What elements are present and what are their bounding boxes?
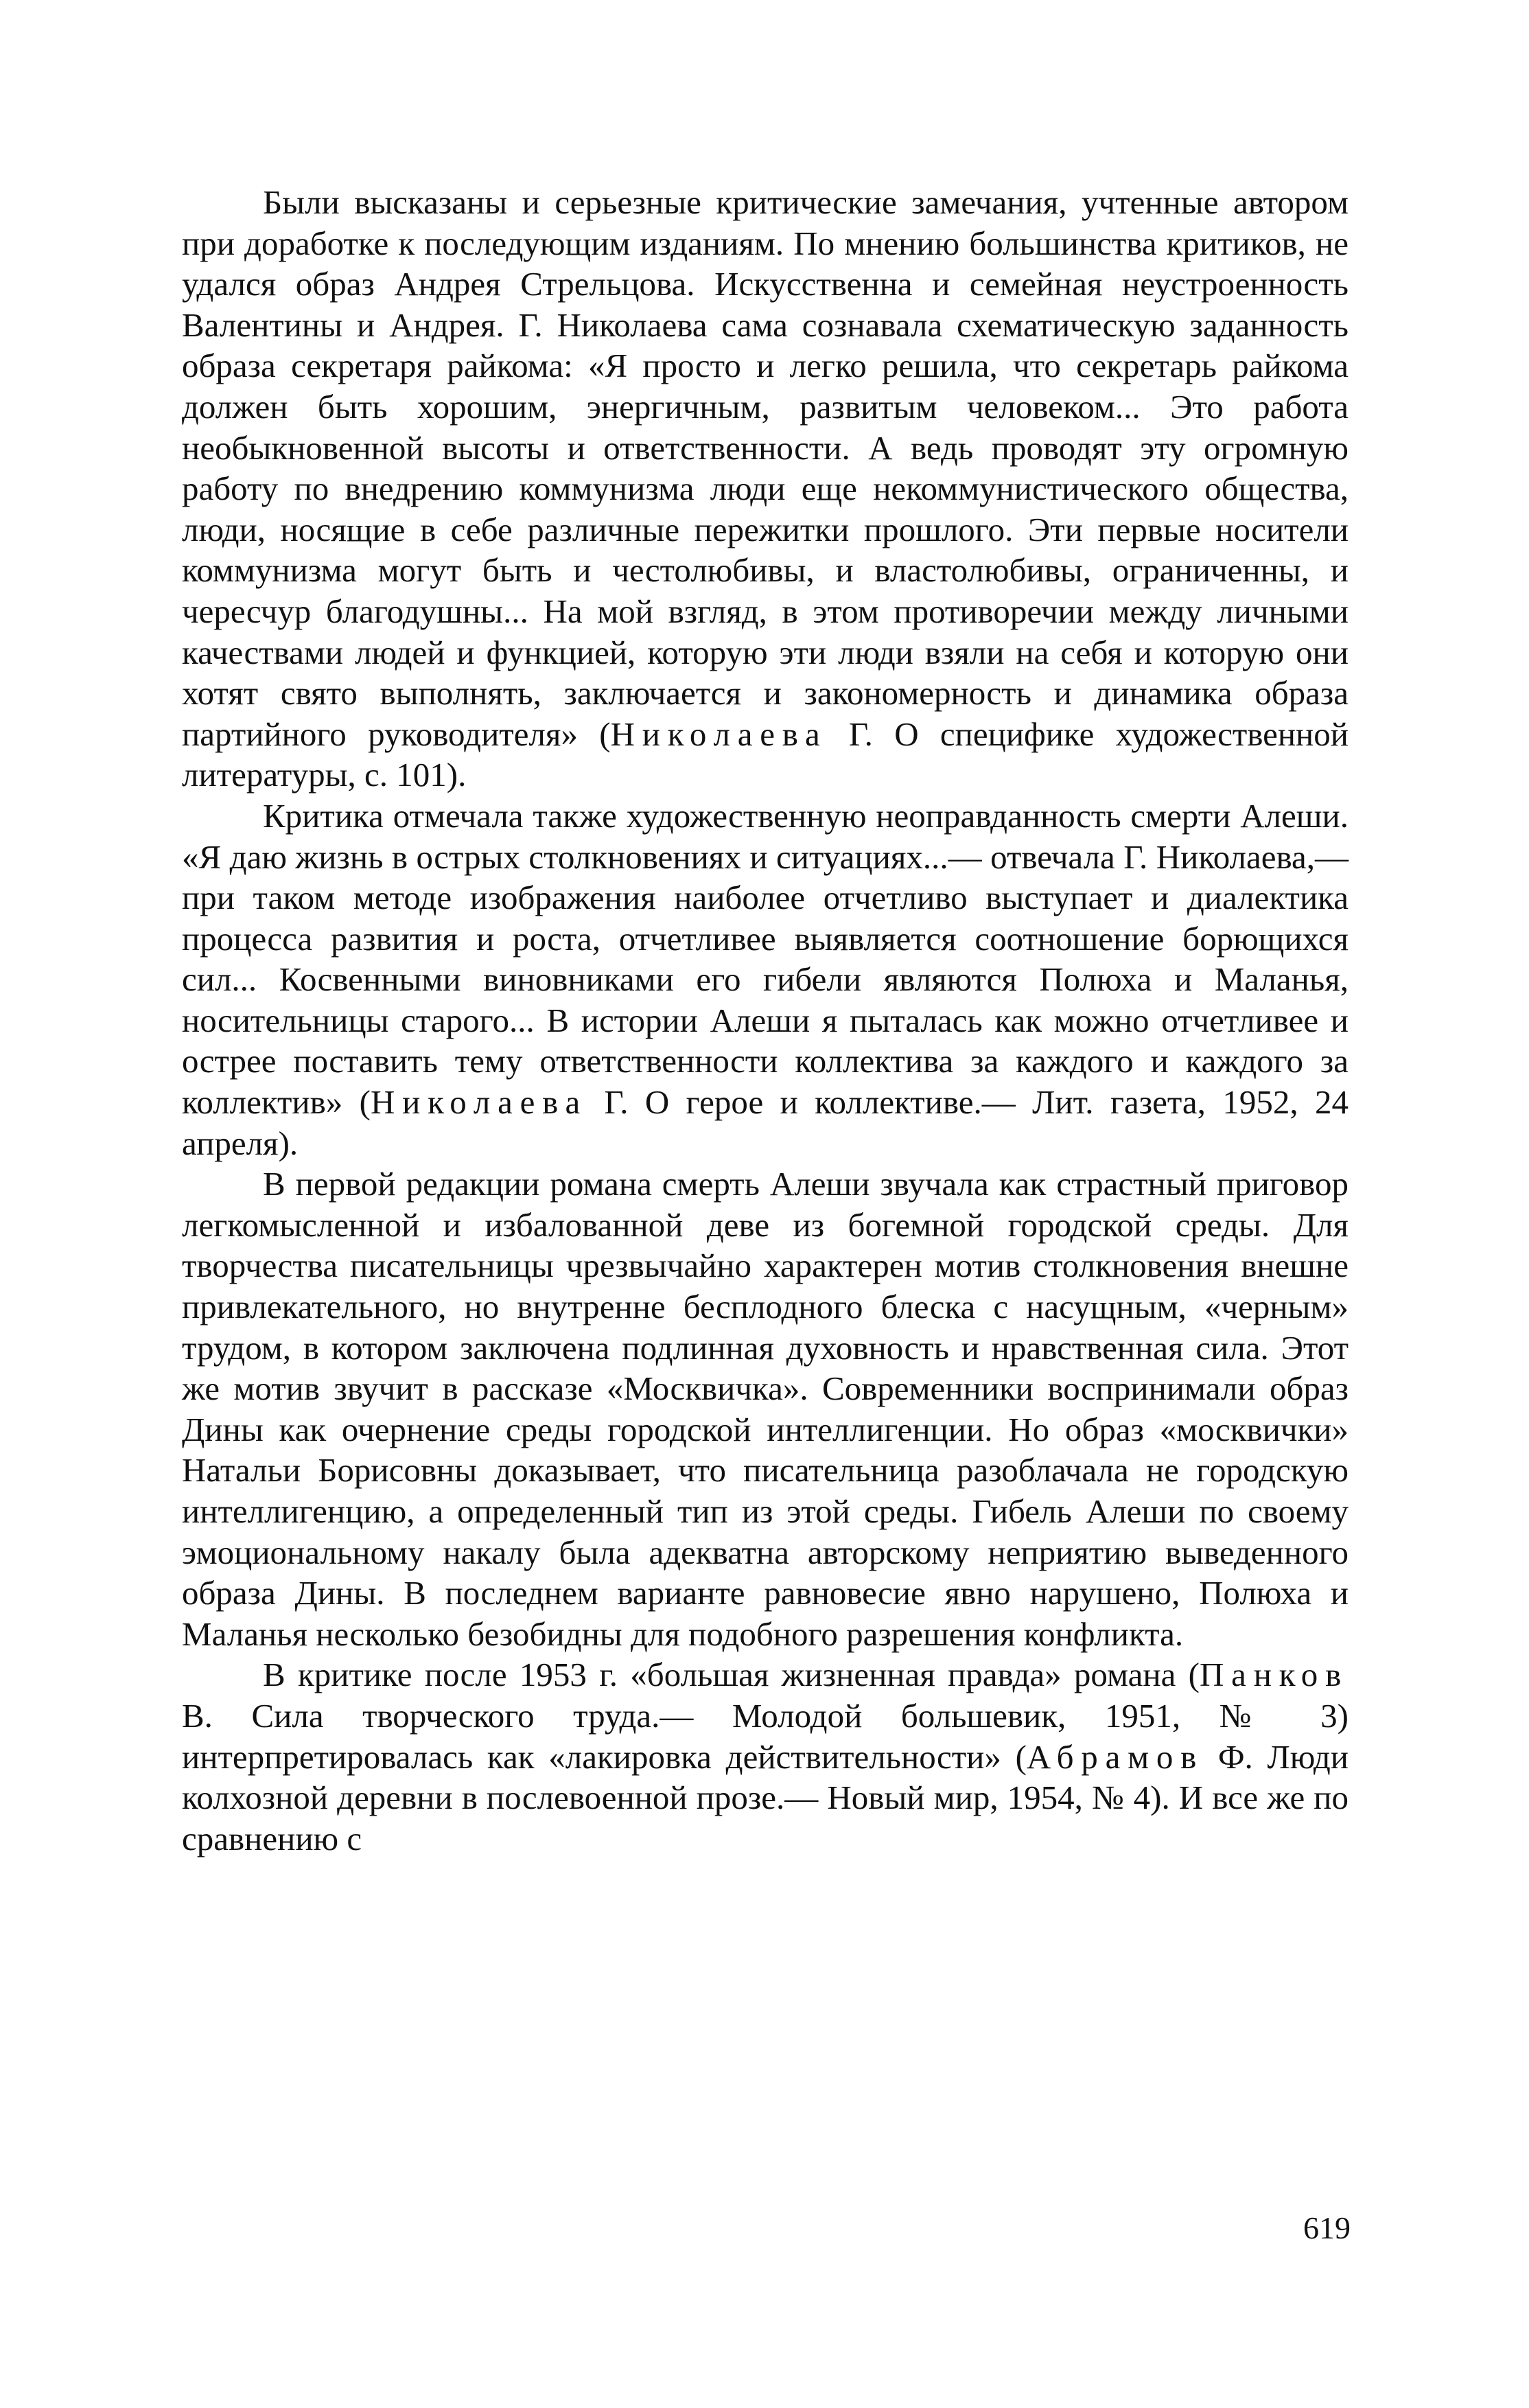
author-name-spaced: Николаева <box>610 715 828 753</box>
page-number: 619 <box>1303 2210 1351 2245</box>
paragraph-1-text-a: Были высказаны и серьезные критические замечания, учтенные автором при доработке к последующим изданиям. По мнению большинства критиков, не удался образ Андрея Стрельцова. Искусственна и семейная неустроенность Валентины и Андрея. Г. Николаева сама сознавала схематическую заданность образа секретаря райкома: «Я просто и легко решила, что секретарь райкома должен быть хорошим, энергичным, развитым человеком... Это работа необыкновенной высоты и ответственности. А ведь проводят эту огромную работу по внедрению коммунизма люди еще некоммунистического общества, люди, носящие в себе различные пережитки прошлого. Эти первые носители коммунизма могут быть и честолюбивы, и властолюбивы, ограниченны, и чересчур благодушны... На мой взгляд, в этом противоречии между личными качествами людей и функцией, которую эти люди взяли на себя и которую они хотят свято выполнять, заключается и закономерность и динамика образа партийного руководителя» ( <box>182 183 1349 753</box>
paragraph-2 <box>182 796 1349 1164</box>
paragraph-1-text-b: Г. О специфике художественной литературы, с. 101). <box>182 715 1349 794</box>
paragraph-3-text: В первой редакции романа смерть Алеши звучала как страстный приговор легкомысленной и избалованной деве из богемной городской среды. Для творчества писательницы чрезвычайно характерен мотив столкновения внешне привлекательного, но внутренне бесплодного блеска с насущным, «черным» трудом, в котором заключена подлинная духовность и нравственная сила. Этот же мотив звучит в рассказе «Москвичка». Современники воспринимали образ Дины как очернение среды городской интеллигенции. Но образ «москвички» Натальи Борисовны доказывает, что писательница разоблачала не городскую интеллигенцию, а определенный тип из этой среды. Гибель Алеши по своему эмоциональному накалу была адекватна авторскому неприятию выведенного образа Дины. В последнем варианте равновесие явно нарушено, Полюха и Маланья несколько безобидны для подобного разрешения конфликта. <box>182 1165 1349 1653</box>
paragraph-4-text-b: В. Сила творческого труда.— Молодой большевик, 1951, № 3) интерпретировалась как «лакировка действительности» ( <box>182 1696 1349 1776</box>
paragraph-4-text-c: Ф. Люди колхозной деревни в послевоенной прозе.— Новый мир, 1954, № 4). И все же по сравнению с <box>182 1737 1349 1857</box>
author-name-spaced: Абрамов <box>1026 1737 1204 1776</box>
page-text <box>182 182 1349 1859</box>
paragraph-2-text-b: Г. О герое и коллективе.— Лит. газета, 1952, 24 апреля). <box>182 1083 1349 1162</box>
paragraph-4-text-a: В критике после 1953 г. «большая жизненная правда» романа ( <box>263 1656 1200 1694</box>
paragraph-1 <box>182 182 1349 796</box>
paragraph-4 <box>182 1654 1349 1859</box>
author-name-spaced: Николаева <box>370 1083 587 1122</box>
author-name-spaced: Панков <box>1200 1656 1349 1694</box>
paragraph-3 <box>182 1164 1349 1654</box>
paragraph-2-text-a: Критика отмечала также художественную неоправданность смерти Алеши. «Я даю жизнь в острых столкновениях и ситуациях...— отвечала Г. Николаева,— при таком методе изображения наиболее отчетливо выступает и диалектика процесса развития и роста, отчетливее выявляется соотношение борющихся сил... Косвенными виновниками его гибели являются Полюха и Маланья, носительницы старого... В истории Алеши я пыталась как можно отчетливее и острее поставить тему ответственности коллектива за каждого и каждого за коллектив» ( <box>182 796 1349 1122</box>
